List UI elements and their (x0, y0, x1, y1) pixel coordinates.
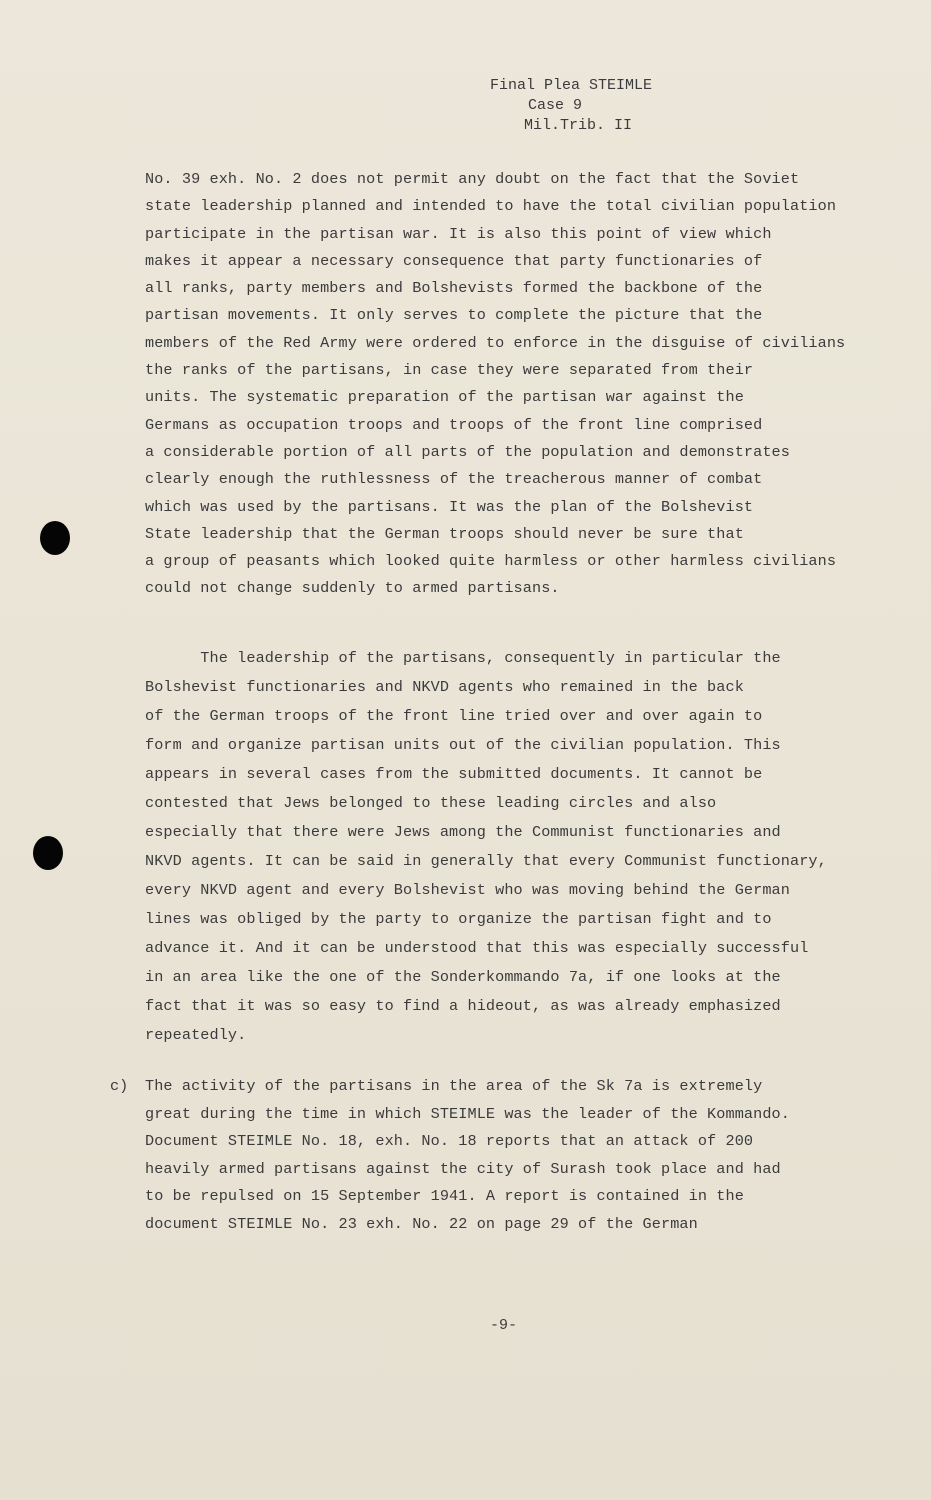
text-line: No. 39 exh. No. 2 does not permit any doubt on the fact that the Soviet (145, 170, 800, 188)
text-line: state leadership planned and intended to have the total civilian population (145, 197, 837, 216)
text-line: units. The systematic preparation of the partisan war against the (145, 388, 744, 407)
text-line: contested that Jews belonged to these leading circles and also (145, 794, 717, 812)
text-line: of the German troops of the front line tried over and over again to (145, 707, 763, 725)
text-line: great during the time in which STEIMLE was the leader of the Kommando. (145, 1104, 790, 1123)
header-tribunal: Mil.Trib. II (524, 117, 633, 134)
header-case-number: Case 9 (528, 97, 583, 114)
text-line: NKVD agents. It can be said in generally that every Communist functionary, (145, 852, 827, 870)
text-line: lines was obliged by the party to organize the partisan fight and to (145, 910, 772, 928)
text-line: Document STEIMLE No. 18, exh. No. 18 reports that an attack of 200 (145, 1132, 754, 1151)
paragraph-1 (145, 166, 885, 603)
text-line: State leadership that the German troops should never be sure that (145, 524, 744, 543)
text-line: every NKVD agent and every Bolshevist who was moving behind the German (145, 881, 790, 899)
text-line: form and organize partisan units out of the civilian population. This (145, 736, 781, 754)
text-line: clearly enough the ruthlessness of the treacherous manner of combat (145, 470, 763, 489)
page-number: -9- (490, 1317, 518, 1334)
text-line: especially that there were Jews among the Communist functionaries and (145, 823, 781, 841)
paragraph-3-marker: c) (110, 1077, 129, 1095)
text-line: in an area like the one of the Sonderkommando 7a, if one looks at the (145, 968, 781, 986)
text-line: makes it appear a necessary consequence that party functionaries of (145, 251, 763, 270)
header-case-title: Final Plea STEIMLE (490, 77, 653, 94)
text-line: The activity of the partisans in the area of the Sk 7a is extremely (145, 1077, 763, 1095)
paragraph-2 (145, 644, 885, 1050)
text-line: the ranks of the partisans, in case they were separated from their (145, 361, 754, 380)
text-line: appears in several cases from the submitted documents. It cannot be (145, 765, 763, 783)
text-line: members of the Red Army were ordered to enforce in the disguise of civilians (145, 333, 846, 352)
document-header (490, 76, 710, 136)
text-line: The leadership of the partisans, consequently in particular the (145, 649, 781, 667)
text-line: all ranks, party members and Bolshevists formed the backbone of the (145, 279, 763, 298)
text-line: fact that it was so easy to find a hideout, as was already emphasized (145, 997, 781, 1015)
text-line: could not change suddenly to armed partisans. (145, 579, 560, 598)
text-line: heavily armed partisans against the city of Surash took place and had (145, 1159, 781, 1178)
punch-hole (33, 836, 63, 870)
text-line: Bolshevist functionaries and NKVD agents who remained in the back (145, 678, 744, 696)
text-line: document STEIMLE No. 23 exh. No. 22 on page 29 of the German (145, 1214, 698, 1233)
text-line: partisan movements. It only serves to complete the picture that the (145, 306, 763, 325)
text-line: a considerable portion of all parts of the population and demonstrates (145, 442, 790, 461)
text-line: Germans as occupation troops and troops of the front line comprised (145, 415, 763, 434)
text-line: participate in the partisan war. It is also this point of view which (145, 224, 772, 243)
text-line: to be repulsed on 15 September 1941. A report is contained in the (145, 1187, 744, 1206)
paragraph-3 (145, 1073, 885, 1239)
punch-hole (40, 521, 70, 555)
text-line: a group of peasants which looked quite harmless or other harmless civilians (145, 552, 837, 571)
text-line: advance it. And it can be understood that this was especially successful (145, 939, 809, 957)
text-line: repeatedly. (145, 1026, 247, 1044)
text-line: which was used by the partisans. It was the plan of the Bolshevist (145, 497, 754, 516)
